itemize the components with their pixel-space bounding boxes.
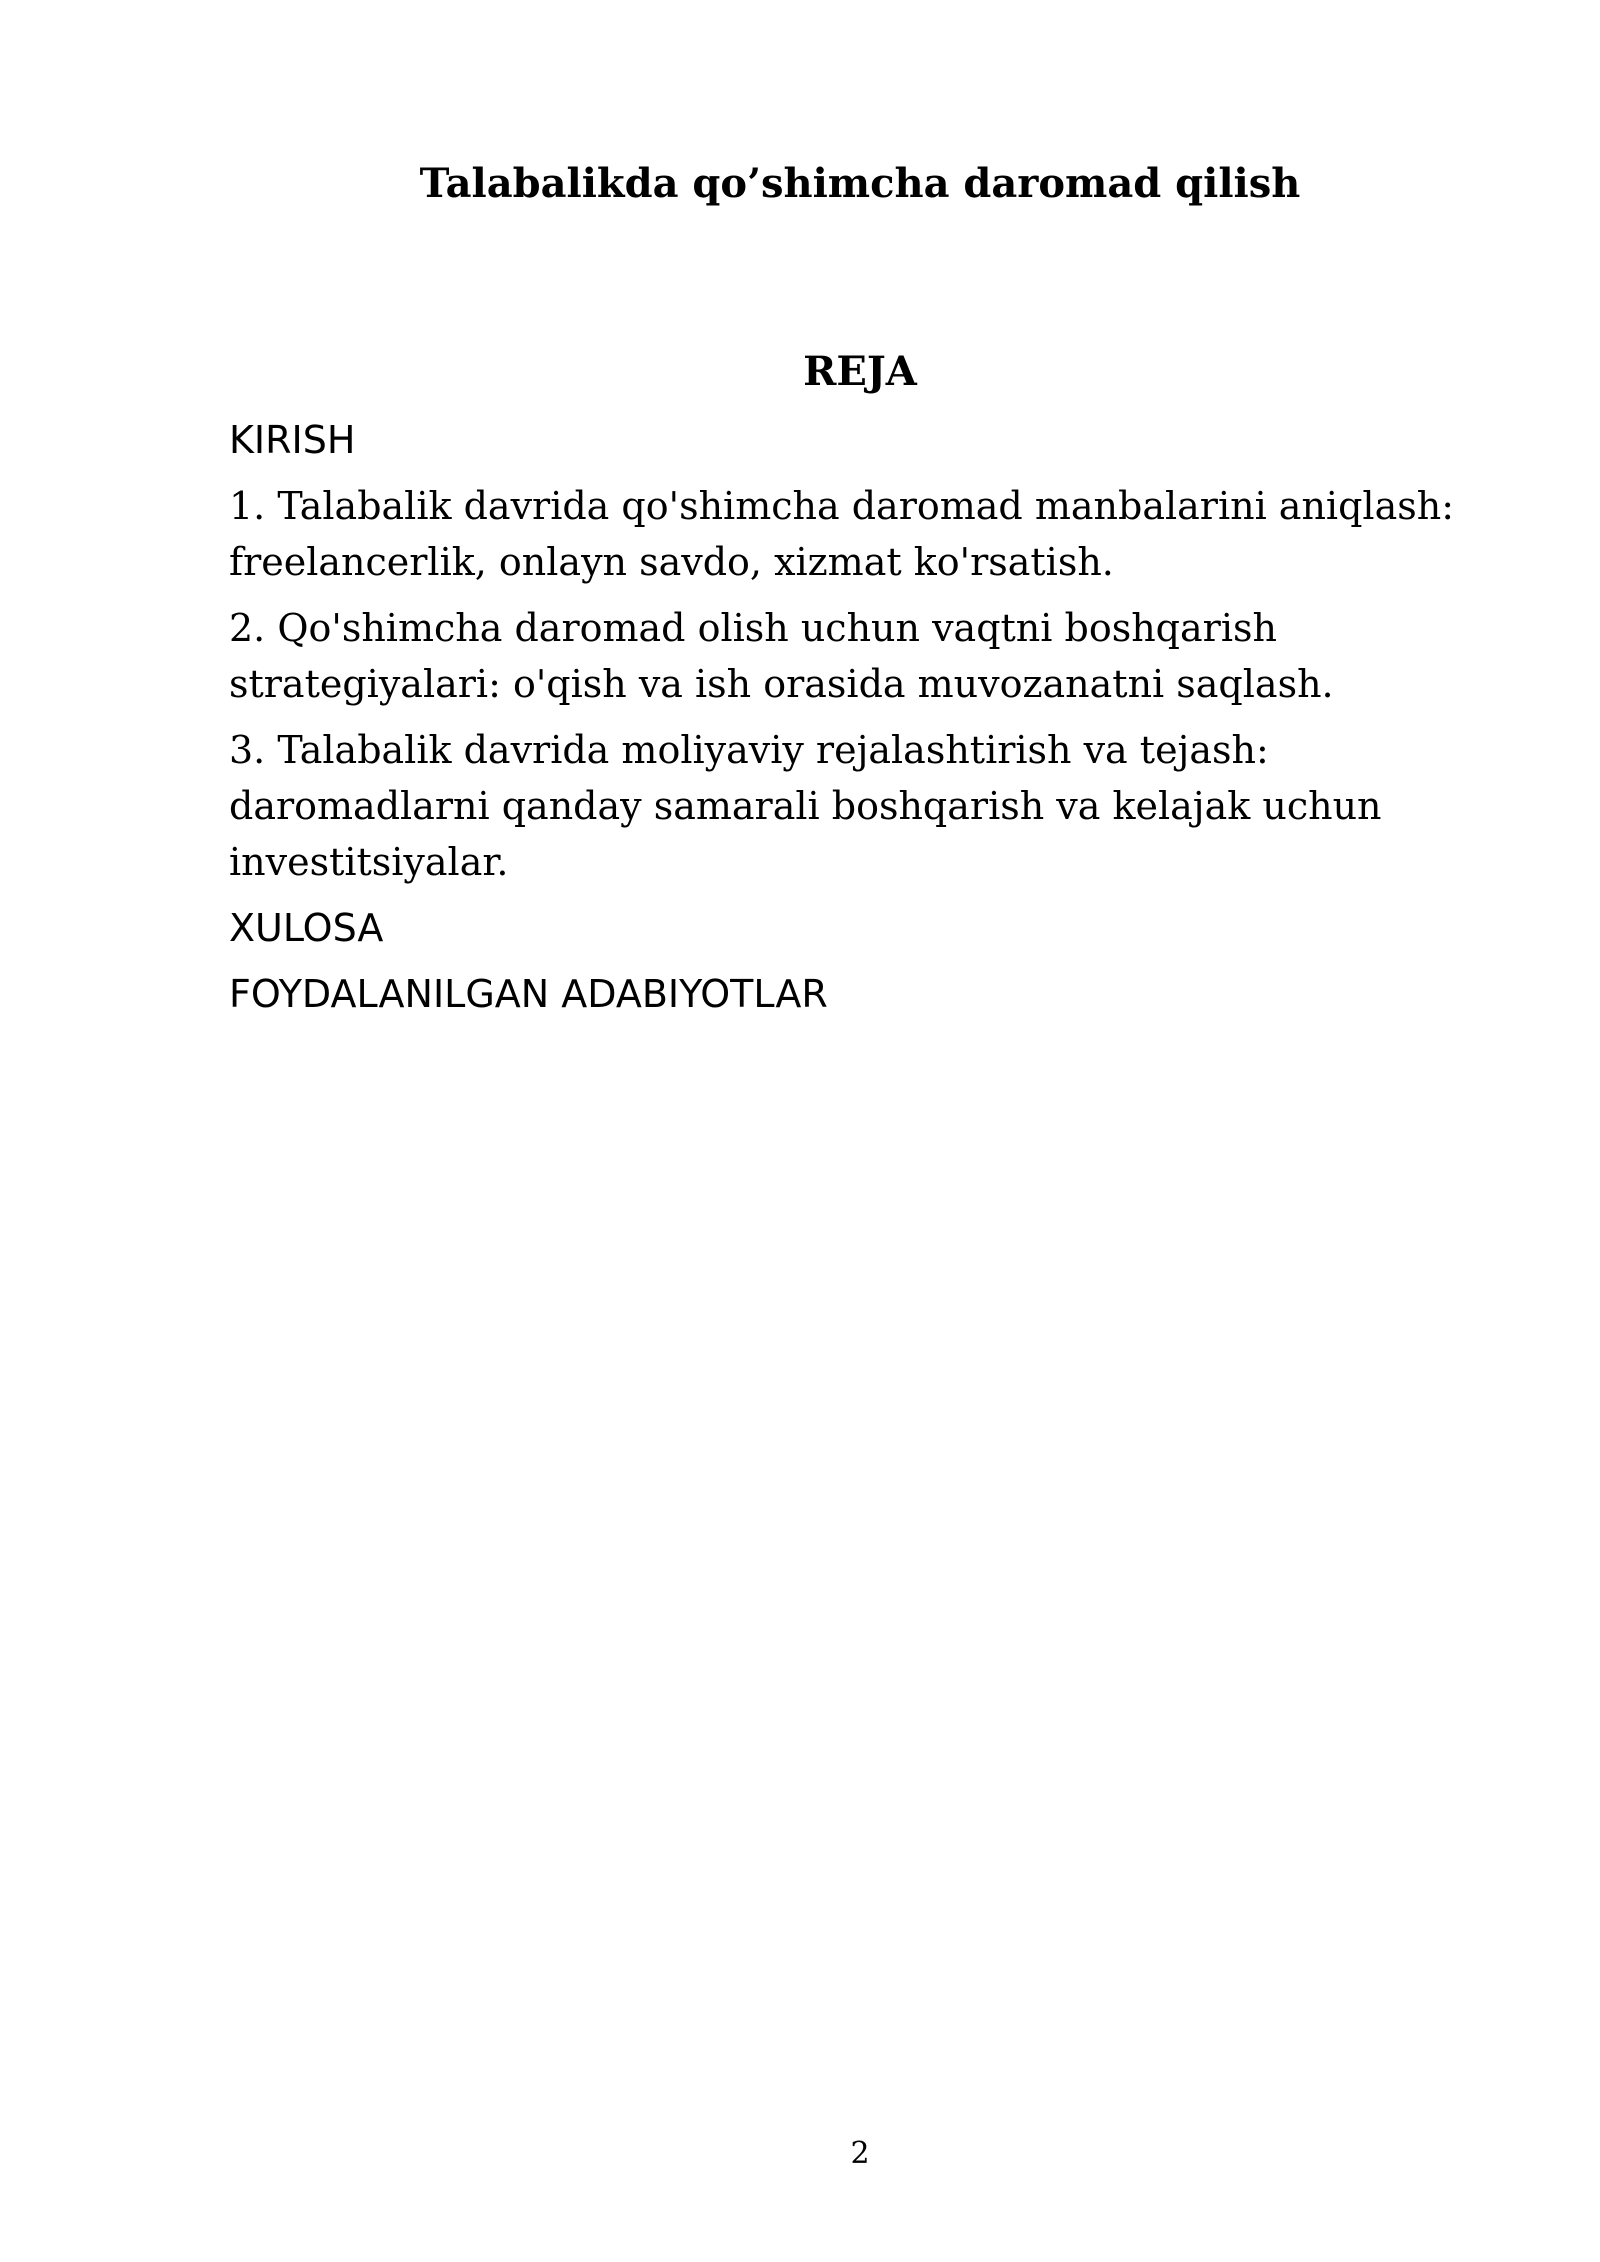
plan-item-introduction: KIRISH: [229, 418, 356, 462]
plan-item-3: 3. Talabalik davrida moliyaviy rejalashtirish va tejash: daromadlarni qanday samarali boshqarish va kelajak uchun investitsiyalar.: [229, 728, 1382, 884]
document-title: Talabalikda qo’shimcha daromad qilish: [419, 160, 1301, 207]
plan-item-2: 2. Qo'shimcha daromad olish uchun vaqtni boshqarish strategiyalari: o'qish va ish orasida muvozanatni saqlash.: [229, 606, 1334, 706]
plan-item-conclusion: XULOSA: [229, 906, 384, 950]
plan-heading: REJA: [803, 348, 917, 395]
page-number: 2: [850, 2136, 870, 2171]
plan-item-references: FOYDALANILGAN ADABIYOTLAR: [229, 972, 828, 1016]
plan-list: [229, 412, 1479, 1032]
plan-item-1: 1. Talabalik davrida qo'shimcha daromad manbalarini aniqlash: freelancerlik, onlayn savdo, xizmat ko'rsatish.: [229, 484, 1454, 584]
